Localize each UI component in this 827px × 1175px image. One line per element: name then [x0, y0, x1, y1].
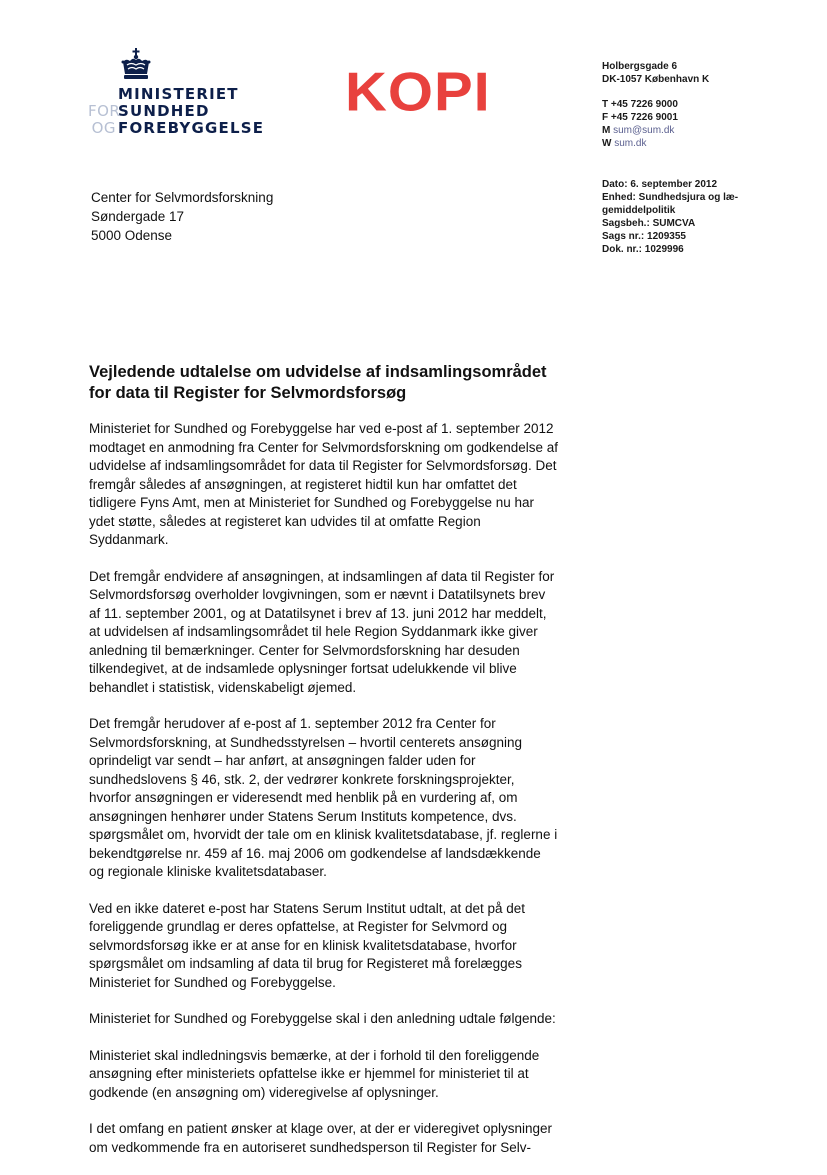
paragraph: Ministeriet for Sundhed og Forebyggelse skal i den anledning udtale følgende:: [89, 1011, 556, 1026]
copy-stamp: [345, 61, 505, 124]
paragraph: I det omfang en patient ønsker at klage over, at der er videregivet oplysninger om vedkommende fra en autoriseret sundhedsperson til Register for Selv-: [89, 1121, 553, 1155]
web-link[interactable]: sum.dk: [614, 138, 647, 149]
sender-address-block: [602, 60, 709, 150]
meta-unit: Enhed: Sundhedsjura og læ-: [602, 192, 739, 203]
sender-postal: DK-1057 København K: [602, 74, 710, 85]
paragraph: Det fremgår herudover af e-post af 1. september 2012 fra Center for Selvmordsforskning, at Sundhedsstyrelsen – hvortil centerets ansøgning oprindeligt var sendt – har anført, at ansøgningen falder uden for sundhedslovens § 46, stk. 2, der vedrører konkrete forskningsprojekter, hvorfor ansøgningen er videresendt med henblik på en vurdering af, om ansøgningen henhører under Statens Serum Instituts kompetence, dvs. spørgsmålet om, hvorvidt der tale om en klinisk kvalitetsdatabase, jf. reglerne i bekendtgørelse nr. 459 af 16. maj 2006 om godkendelse af landsdækkende og regionale kliniske kvalitetsdatabaser.: [89, 716, 558, 879]
logo-line-2: FORSUNDHED: [88, 102, 210, 120]
logo-line-1: MINISTERIET: [118, 85, 239, 103]
mail-link[interactable]: sum@sum.dk: [613, 125, 675, 136]
logo-line-3: OG FOREBYGGELSE: [91, 119, 265, 137]
meta-date: Dato: 6. september 2012: [602, 179, 718, 190]
sender-web: W sum.dk: [602, 138, 647, 149]
letter-heading: Vejledende udtalelse om udvidelse af indsamlingsområdet for data til Register for Selvmordsforsøg: [89, 363, 547, 402]
recipient-name: Center for Selvmordsforskning: [91, 190, 274, 205]
recipient-address: [91, 188, 273, 245]
meta-doc-number: Dok. nr.: 1029996: [602, 244, 684, 255]
crown-icon: [120, 48, 152, 84]
stamp-text: KOPI: [345, 61, 491, 123]
paragraph: Ministeriet skal indledningsvis bemærke, at der i forhold til den foreliggende ansøgning efter ministeriets opfattelse ikke er hjemmel for ministeriet til at godkende (en ansøgning om) videregivelse af oplysninger.: [89, 1047, 540, 1100]
letter-body: [89, 420, 559, 1175]
case-metadata: [602, 178, 762, 256]
meta-handler: Sagsbeh.: SUMCVA: [602, 218, 696, 229]
paragraph: Det fremgår endvidere af ansøgningen, at indsamlingen af data til Register for Selvmordsforsøg overholder lovgivningen, som er nævnt i Datatilsynets brev af 11. september 2001, og at Datatilsynet i brev af 13. juni 2012 har meddelt, at udvidelsen af indsamlingsområdet til hele Region Syddanmark ikke giver anledning til bemærkninger. Center for Selvmordsforskning har desuden tilkendegivet, at de indsamlede oplysninger fortsat udelukkende vil blive behandlet i statistisk, videnskabeligt øjemed.: [89, 568, 555, 695]
recipient-city: 5000 Odense: [91, 228, 173, 243]
recipient-street: Søndergade 17: [91, 209, 185, 224]
sender-phone: T +45 7226 9000: [602, 99, 678, 110]
sender-fax: F +45 7226 9001: [602, 112, 678, 123]
logo-wordmark: [88, 86, 264, 137]
meta-case-number: Sags nr.: 1209355: [602, 231, 686, 242]
sender-mail: M sum@sum.dk: [602, 125, 675, 136]
paragraph: Ved en ikke dateret e-post har Statens Serum Institut udtalt, at det på det foreliggende grundlag er deres opfattelse, at Register for Selvmord og selvmordsforsøg ikke er at anse for en klinisk kvalitetsdatabase, hvorfor spørgsmålet om indsamling af data til brug for Registeret må forelægges Ministeriet for Sundhed og Forebyggelse.: [89, 900, 526, 990]
sender-street: Holbergsgade 6: [602, 61, 678, 72]
paragraph: Ministeriet for Sundhed og Forebyggelse har ved e-post af 1. september 2012 modtaget en anmodning fra Center for Selvmordsforskning om godkendelse af udvidelse af indsamlingsområdet for data til Register for Selvmordsforsøg. Det fremgår således af ansøgningen, at registeret hidtil kun har omfattet det tidligere Fyns Amt, men at Ministeriet for Sundhed og Forebyggelse nu har ydet støtte, således at registeret kan udvides til at omfatte Region Syddanmark.: [89, 421, 559, 547]
meta-unit-cont: gemiddelpolitik: [602, 205, 676, 216]
